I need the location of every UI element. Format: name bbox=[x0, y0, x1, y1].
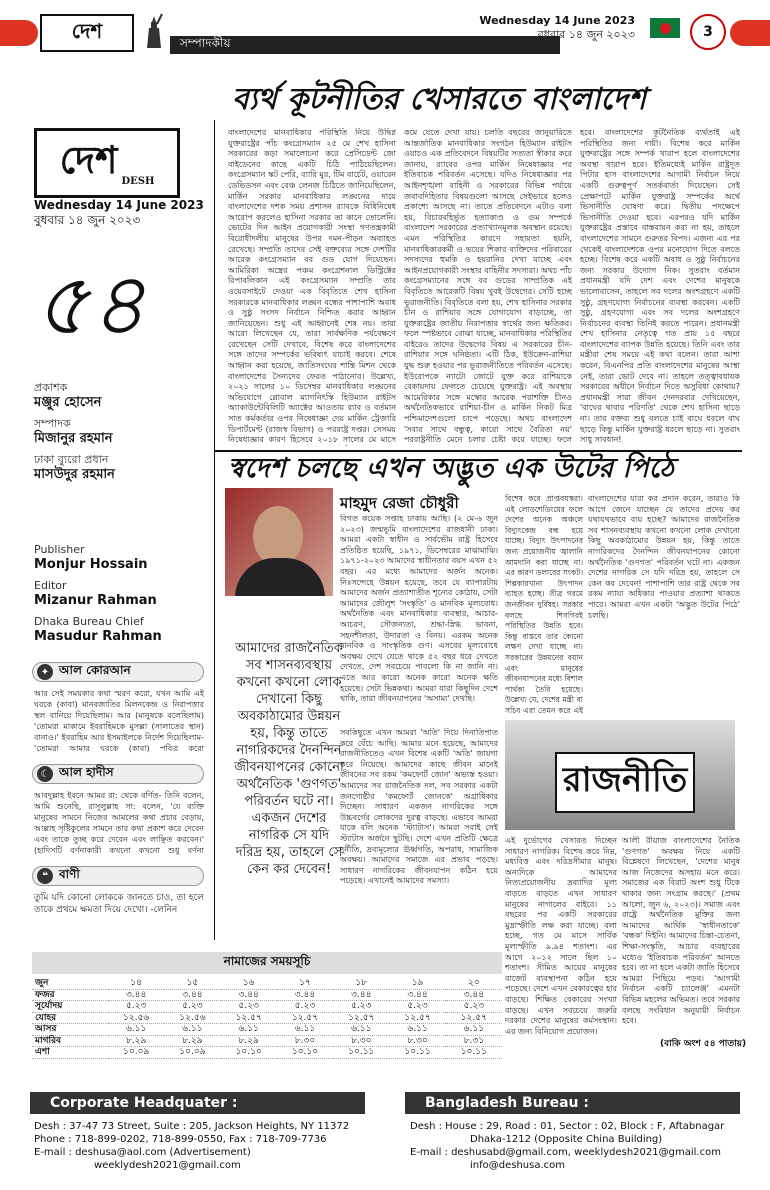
staff-role: Publisher bbox=[34, 543, 85, 556]
staff-editor-bn bbox=[34, 416, 204, 446]
bangladesh-flag-icon bbox=[650, 18, 680, 38]
article-column-5: এই দুর্ভোগের খেসারত দিচ্ছেন সাধারণ নাগরিক। বিশেষ করে নিম্ন, মধ্যবিত্ত এবং দরিদ্রসীমার মানুষ। অন্যদিকে আমাদের নিত্যপ্রয়োজনীয় দ্রব্যাদির মূল্য বাড়তে বাড়তে এখন সাধারণ মানুষের নাগালের বাইরে। ১১ বছরের পর একটি সরকারের মুদ্রাস্ফীতি লক্ষ করা যাচ্ছে। বলা হচ্ছে, গত মে মাসে সার্বিক মূল্যস্ফীতি ৯.৯৪ শতাংশ। এর আগে ২০১২ সালে ছিল ১০ শতাংশ। সীমিত আয়ের মানুষের বাজেট ব্যবস্থাপনা কঠিন হয়ে পড়েছে। দেশে এখন বেকারত্বের হার বাড়ছে। শিক্ষিত বেকারের সংখ্যা বাড়ছে। এখন সবচেয়ে জরুরি দরকার দেশের মানুষের কর্মসংস্থান। এর জন্য বিনিয়োগ প্রয়োজন। bbox=[505, 836, 617, 1036]
staff-name: মিজানুর রহমান bbox=[34, 431, 113, 446]
editorial-column-2: কমে যেতে দেখা যায়। চলতি বছরের জানুয়ারিতে আন্তর্জাতিক মানবাধিকার সংগঠন হিউম্যান রাইটস ওয়াচও এক প্রতিবেদনে বিষয়টির সত্যতা স্বীকার করে জানায়, র‍্যাবের ওপর মার্কিন নিষেধাজ্ঞার পর ইতিবাচক পরিবর্তন এসেছে। যদিও নিষেধাজ্ঞার পর আইনশৃঙ্খলা বাহিনী ও সরকারের বিভিন্ন পর্যায়ে জবাবদিহিতার বিষয়গুলো আসছে সেইভাবে হলেও প্রকাশ্যে আসছে না। তাতে প্রতিবেদনে এটাও বলা হয়, বিচারবহির্ভূত হত্যাকাণ্ড ও গুম সম্পর্কে বাংলাদেশ সরকারের প্রত্যাখ্যানমূলক অবস্থান রয়েছে। এমন পরিস্থিতির কারণে সহায়তা হয়নি, মানবাধিকারকর্মী ও ভয়ের শিকার ব্যক্তিদের পরিবারের সদস্যদের হুমকি ও হয়রানির দেখা যাচ্ছে এবং আইনপ্রয়োগকারী সংস্থার বাহিনীর সদস্যরা। অথচ পাঁচ কংগ্রেসম্যানের সঙ্গে বব গুডের সাম্প্রতিক এই বিবৃতিতে আরেকটি বিষয় খুবই উদ্বেগের। সেটি হচ্ছে ভূরাজনীতি। বিবৃতিতে বলা হয়, শেখ হাসিনার সরকার চীন ও রাশিয়ার সঙ্গে যোগাযোগ বাড়াচ্ছে, তা যুক্তরাষ্ট্রের জাতীয় নিরাপত্তার স্বার্থের জন্য ক্ষতিকর। ফলে স্পষ্টভাবে বোঝা যাচ্ছে, মানবাধিকার পরিস্থিতির বাইরেও তাদের উদ্বেগের বিষয় এ সরকারের চীন-রাশিয়ার সঙ্গে ঘনিষ্ঠতা। এটি ঠিক, ইউক্রেন-রাশিয়া যুদ্ধ শুরু হওয়ার পর ভূরাজনীতিতে পরিবর্তন এসেছে। ইউরোপকে ন্যাটো জোটে যুক্ত করে রাশিয়াকে বেকায়দায় ফেলতে চেয়েছে যুক্তরাষ্ট্র। এই অবস্থায় আমেরিকার সঙ্গে মস্কোর আরেক পরাশক্তি চীনও অর্থনৈতিকভাবে রাশিয়া-চীন ও মার্কিন নিকট মিত্র পশ্চিমাদেশগুলো চাপে পড়েছে। অথচ বাংলাদেশ 'সবার সাথে বন্ধুত্ব, কারো সাথে বৈরিতা নয়' পররাষ্ট্রনীতি মেনে চলার চেষ্টা করে যাচ্ছে। ফলে bbox=[404, 128, 572, 445]
editorial-headline: ব্যর্থ কূটনীতির খেসারতে বাংলাদেশ bbox=[232, 82, 646, 117]
statue-of-liberty-icon bbox=[140, 12, 168, 50]
column-divider bbox=[214, 120, 215, 940]
prayer-times-table bbox=[32, 978, 502, 1059]
prayer-times-title: নামাজের সময়সূচি bbox=[32, 952, 502, 974]
logo-small: দেশ bbox=[40, 14, 134, 52]
footer-left-line: Phone : 718-899-0202, 718-899-0550, Fax : 718-709-7736 bbox=[34, 1134, 327, 1145]
staff-role: ঢাকা ব্যুরো প্রধান bbox=[34, 453, 109, 466]
book-icon: ✦ bbox=[37, 664, 53, 680]
hadith-text: আবদুল্লাহ ইবনে আমর রা: থেকে বর্ণিত- তিনি বলেন, আমি শুনেছি, রাসূলুল্লাহ সা: বলেন, 'যে ব্যক্তি মানুষের সামনে নিজের আমলের কথা প্রচার বেড়ায়, আল্লাহ সৃষ্টিকুলের সামনে তার কথা প্রকাশ করে দেবেন এবং তাকে তুচ্ছ করে দেবেন এবং লাঞ্ছিত করবেন।' (হাদিসটি বর্ণনাকারী কখনো কখনো শুধু বর্ণনা bbox=[34, 791, 204, 855]
quran-text: আর সেই সময়কার কথা স্মরণ করো, যখন আমি এই ঘরকে (কাবা) মানবজাতির মিলনকেন্দ্র ও নিরাপত্তার স্থল বানিয়ে দিয়েছিলাম। আর (মানুষকে বলেছিলাম) 'তোমরা মাকামে ইবরাহিমকে মুসল্লা (সালাতের স্থান) বানাও।' ইবরাহিম আর ইসমাইলকে নির্দেশ দিয়েছিলাম- 'তোমরা আমার ঘরকে (কাবা) পবিত্র করো bbox=[34, 689, 204, 753]
footer-left-line: Desh : 37-47 73 Street, Suite : 205, Jackson Heights, NY 11372 bbox=[34, 1121, 350, 1132]
article-headline: স্বদেশ চলছে এখন অদ্ভুত এক উটের পিঠে bbox=[228, 453, 674, 484]
hadith-title: আল হাদীস bbox=[59, 765, 114, 779]
staff-bureau-bn bbox=[34, 452, 204, 482]
decor-right bbox=[730, 20, 770, 46]
author-name: মাহমুদ রেজা চৌধুরী bbox=[340, 494, 459, 512]
footer-left-line: E-mail : deshusa@aol.com (Advertisement) bbox=[34, 1147, 251, 1158]
politics-illustration bbox=[505, 720, 735, 830]
staff-role: সম্পাদক bbox=[34, 417, 71, 430]
bani-heading bbox=[32, 866, 204, 886]
footer-left-line: weeklydesh2021@gmail.com bbox=[94, 1160, 241, 1171]
quran-title: আল কোরআন bbox=[59, 663, 131, 677]
footer-left-title-text: Corporate Headquater : bbox=[50, 1095, 238, 1111]
masthead bbox=[0, 0, 770, 58]
editorial-column-3: হবে। বাংলাদেশের কূটনৈতিক ব্যর্থতাই এই পরিস্থিতির জন্য দায়ী। বিশেষ করে মার্কিন যুক্তরাষ্ট্রের সঙ্গে সম্পর্ক খারাপ হলে বাংলাদেশের অবস্থা খারাপ হবে। ইতিমধ্যেই মার্কিন রাষ্ট্রদূত পিটার হাস বাংলাদেশের আগামী নির্বাচন নিয়ে একটি গুরুত্বপূর্ণ সতর্কবার্তা দিয়েছেন। সেই প্রেক্ষাপটে মার্কিন যুক্তরাষ্ট্র সম্পর্কের অর্থে ভিসানীতি ঘোষণা করে। দ্বিতীয় পদক্ষেপে ভিসানীতি দেওয়া হবে। এরপরও যদি মার্কিন যুক্তরাষ্ট্রের প্রস্তাবে বাস্তবায়ন করা না হয়, তাহলে বাংলাদেশের সামনে গুরুতর বিপদ। এজন্য এর পর থেকেই বাংলাদেশকে ওপর মনোযোগ দিতে বলতে হচ্ছে। বিশেষ করে একটি অবাধ ও সুষ্ঠু নির্বাচনের জন্য সরকার উদ্যোগ নিক। সুতরাং বর্তমান প্রধানমন্ত্রী যদি দেশ এবং দেশের মানুষকে ভালোবাসেন, তাহলে সব দলের অংশগ্রহণে একটি সুষ্ঠু, গ্রহণযোগ্য নির্বাচনের ব্যবস্থা করবেন। একটি সুষ্ঠু, গ্রহণযোগ্য এবং সব দলের অংশগ্রহণে নির্বাচনের ব্যবস্থা তিনিই করতে পারেন। প্রধানমন্ত্রী শেখ হাসিনার নেতৃত্বে গত প্রায় ১৫ বছরে বাংলাদেশের ব্যাপক উন্নতি হয়েছে। তিনি এবং তার মন্ত্রীরা শেষ সময়ে এই কথা বলেন। তারা আশা করেন, বিএনপির প্রতি বাংলাদেশের মানুষের আস্থা নেই, তারা ভোট দেবে না। তাহলে তত্ত্বাবধায়ক সরকারের অধীনে নির্বাচন দিতে অসুবিধা কোথায়? প্রধানমন্ত্রী সারা জীবন দেনদরবার দেখিয়েছেন, 'বাঘের থাবার পরিণতি' থেকে শেখ হাসিনা ছাড়ে না। তার বক্তব্য শুধু বলতে চাই বাঘে ধরলে বাঘ ছাড়ে কিন্তু মার্কিন যুক্তরাষ্ট্র ধরলে ছাড়ে না। সুতরাং সাধু সাবধান! bbox=[580, 128, 740, 445]
footer-right-line: Desh : House : 29, Road : 01, Sector : 02, Block : F, Aftabnagar bbox=[410, 1121, 725, 1132]
author-photo bbox=[225, 488, 333, 596]
bani-text: তুমি যদি কোনো লোককে জানতে চাও, তা হলে তাকে প্রথমে ক্ষমতা দিয়ে দেখো। -লেনিন bbox=[34, 893, 204, 915]
staff-role: Editor bbox=[34, 579, 67, 592]
staff-publisher-en bbox=[34, 542, 204, 572]
logo-big bbox=[34, 128, 180, 198]
bani-title: বাণী bbox=[59, 867, 80, 881]
staff-name: মঞ্জুর হোসেন bbox=[34, 395, 102, 410]
staff-role: প্রকাশক bbox=[34, 381, 68, 394]
staff-name: Monjur Hossain bbox=[34, 557, 148, 572]
table-row: আসর ৬.১১ ৬.১১ ৬.১১ ৬.১১ ৬.১১ ৬.১১ ৬.১১ bbox=[32, 1024, 502, 1036]
table-row: ফজর ৩.৪৪ ৩.৪৪ ৩.৪৪ ৩.৪৪ ৩.৪৪ ৩.৪৪ ৩.৪৪ bbox=[32, 989, 502, 1001]
hadith-heading bbox=[32, 764, 204, 784]
table-row: মাগরিব ৮.২৯ ৮.২৯ ৮.২৯ ৮.৩০ ৮.৩০ ৮.৩০ ৮.৩১ bbox=[32, 1035, 502, 1047]
left-date-en: Wednesday 14 June 2023 bbox=[34, 198, 204, 212]
article-column-6: আলী রীয়াজ বাংলাদেশের নৈতিক 'গুণগত' অবক্ষয় নিয়ে একটি বিশ্লেষণে লিখেছেন, 'দেশের মানুষ আজ নিজেদের অসহায় মনে করে। সমাজের এক বিরাট অংশ শুধু টিকে থাকার জন্য সংগ্রাম করছে।' (প্রথম আলো, জুন ৬, ২০২৩)। সমাজ এবং রাষ্ট্রে অর্থনৈতিক মুক্তির জন্য আমাদের আর্থিক 'স্বাধীনতাকে' 'বন্ধক' দিইনি। আমাদের চিন্তা-চেতনা, শিক্ষা-সংস্কৃতি, আচার ব্যবহারের মধ্যেও 'ইতিবাচক পরিবর্তন' আনতে হবে। তা না হলে একটা জাতি হিসেবে আমরা পিছিয়ে পড়ব। 'আগামী নির্বাচন একটি চ্যালেঞ্জ' এমনটা বিভিন্ন মহলের অভিমত। তবে সরকার বলছে সংবিধান অনুযায়ী নির্বাচন হবে। bbox=[622, 836, 740, 1026]
table-row: যোহর ১২.৫৬ ১২.৫৬ ১২.৫৭ ১২.৫৭ ১২.৫৭ ১২.৫৭ ১২.৫৭ bbox=[32, 1012, 502, 1024]
staff-editor-en bbox=[34, 578, 204, 608]
quran-heading bbox=[32, 662, 204, 682]
article-column-2: সবকিছুতে এখন আমরা 'অতি' দিয়ে দিনাতিপাত করে বেঁচে আছি। আমার মনে হয়েছে, আমাদের রাজনীতিতেও এখন বিশেষ একটি 'অতি' জায়গা করে নিয়েছে। আমাদের কাছে জীবন মানেই জীবনের সব রকম 'কমফোর্ট জোন' অভ্যস্ত হওয়া। আমাদের সব রাজনৈতিক দল, সব সরকার একটা জনগোষ্ঠীর 'কমফোর্ট জোনকে' অগ্রাধিকার দিচ্ছেন। সাধারণ একজন নাগরিকের সঙ্গে উচ্চবর্গের লোকদের দুরত্ব বাড়ছে। এভাবে আমরা যাকে বলি অনেক 'স্ট্যাটাস'। আমরা সবাই সেই স্ট্যাটাস অর্জনে ছুটছি। দেশে এখন প্রতিটি ক্ষেত্রে দুর্নীতি, দ্রব্যমূল্যের ঊর্ধ্বগতি, অপরাধ, সামাজিক অবক্ষয়। আমাদের সমাজে এর প্রভাব পড়ছে। সাধারণ নাগরিকের জীবনযাপন কঠিন হয়ে পড়েছে। এখানেই আমাদের সমস্যা। bbox=[340, 728, 498, 886]
header-date-en: Wednesday 14 June 2023 bbox=[479, 14, 635, 27]
footer-right-title-text: Bangladesh Bureau : bbox=[425, 1095, 589, 1111]
article-column-1: বিগত কয়েক সপ্তাহ ঢাকায় আছি। (২ মে-৬ জুন ২০২৩) জন্মভূমি বাংলাদেশের রাজধানী ঢাকা। আমরা একটা স্বাধীন ও সার্বভৌম রাষ্ট্র হিসেবে প্রতিষ্ঠিত হয়েছি, ১৯৭১, ডিসেম্বরের মাঝামাঝি। ১৯৭১-২০২৩ আমাদের স্বাধীনতার বয়স এখন ৫২ বছর। এর মধ্যে আমাদের অর্জন অনেক। নিঃসন্দেহে উন্নয়ন হয়েছে, তবে যে ব্যাপারটায় আমাদের অর্জন প্রত্যাশাতীত শূন্যের কোঠায়, সেটা আমাদের জৌলুশ 'সংস্কৃতি' ও মানবিক মূল্যবোধ। অর্থনৈতিক এবং মানবাধিকার ব্যবস্থার, আচার-আচরণ, সৌজন্যতা, শ্রদ্ধা-স্নিগ্ধ ভাবনা, সহনশীলতা, উদারতা ও বিনয়। এরকম অনেক মানবিক ও সাংস্কৃতিক গুণ। এসবের মূল্যবোধে অবক্ষয় দেখে যেতে থাকে ৫২ বছর ধরে দেখতে দেখতে, দেশ সবচেয়ে পাবলো কি না জানি না। এতে আর কারো অনেক কারো অনেক ক্ষতি হয়েছে। সেটা ভিন্নকথা। আমরা যারা কিছুদিন দেশে থাকি, তারা জীবনযাপনের 'অসাম্য' দেখছি। bbox=[340, 514, 498, 704]
staff-name: Masudur Rahman bbox=[34, 629, 162, 644]
staff-name: মাসউদুর রহমান bbox=[34, 467, 115, 482]
table-row: সূর্যোদয় ৫.২৩ ৫.২৩ ৫.২৩ ৫.২৩ ৫.২৩ ৫.২৩ ৫.২৩ bbox=[32, 1001, 502, 1013]
left-date-bn: বুধবার ১৪ জুন ২০২৩ bbox=[34, 213, 141, 227]
left-date bbox=[34, 198, 204, 228]
continued-note: (বাকি অংশ ৫৪ পাতায়) bbox=[660, 1039, 747, 1049]
footer-right-line: Dhaka-1212 (Opposite China Building) bbox=[470, 1134, 663, 1145]
pull-quote: আমাদের রাজনৈতিক সব শাসনব্যবস্থায় কখনো কখনো লোক দেখানো কিছু অবকাঠামোর উন্নয়ন হয়, কিন্তু তাতে নাগরিকদের দৈনন্দিন জীবনযাপনের কোনো অর্থনৈতিক 'গুণগত' পরিবর্তন ঘটে না। একজন দেশের নাগরিক সে যদি দরিদ্র হয়, তাহলে সে কেন কর দেবেন! bbox=[234, 641, 344, 877]
header-date-bn: বুধবার ১৪ জুন ২০২৩ bbox=[537, 28, 635, 41]
footer-right-line: info@deshusa.com bbox=[470, 1160, 566, 1171]
logo-big-sub: DESH bbox=[121, 176, 155, 187]
crescent-icon: ☾ bbox=[37, 766, 53, 782]
table-row: জুন ১৪ ১৫ ১৬ ১৭ ১৮ ১৯ ২০ bbox=[32, 978, 502, 989]
decor-left bbox=[0, 20, 38, 46]
footer-left-address bbox=[34, 1120, 394, 1172]
politics-image-word: রাজনীতি bbox=[555, 752, 695, 813]
staff-role: Dhaka Bureau Chief bbox=[34, 615, 144, 628]
table-row: এশা ১০.০৯ ১০.০৯ ১০.১০ ১০.১০ ১০.১১ ১০.১১ ১০.১১ bbox=[32, 1047, 502, 1059]
page-number: 3 bbox=[690, 14, 726, 50]
quote-icon: ❝ bbox=[37, 868, 53, 884]
article-column-4: বাংলাদেশের যারা কর প্রদান করেন, তারাও কি আগে জেনে যাচ্ছেন যে তাদের প্রদেয় কর যথাযথভাবে ব্যয় হচ্ছে? আমাদের রাজনৈতিক সব শাসনব্যবস্থায় কখনো কখনো লোক দেখানো কিছু অবকাঠামোর উন্নয়ন হয়, কিন্তু তাতে নাগরিকদের দৈনন্দিন জীবনযাপনের কোনো অর্থনৈতিক 'গুণগত' পরিবর্তন ঘটে না। একজন দেশের নাগরিক সে যদি দরিদ্র হয়, তাহলে সে কেন কর দেবেন! পাশাপাশি তার রাষ্ট্র থেকে সব রকম ন্যায্য অধিকার পাওয়ার প্রত্যাশা থাকতে পারে। আমরা এখন একটা 'অদ্ভুত উটের পিঠে' চলছি। bbox=[588, 494, 740, 620]
footer-right-title bbox=[405, 1092, 740, 1114]
section-bar: সম্পাদকীয় bbox=[170, 36, 560, 54]
staff-bureau-en bbox=[34, 614, 204, 644]
staff-name: Mizanur Rahman bbox=[34, 593, 157, 608]
logo-big-text: দেশ bbox=[59, 137, 118, 182]
issue-number: ৫৪ bbox=[34, 255, 146, 355]
footer-left-title bbox=[30, 1092, 365, 1114]
header-date bbox=[470, 14, 635, 42]
article-column-3: বিশেষ করে প্রাপ্তবয়স্করা। এই লোডশেডিংয়ের ফলে দেশের অনেক অঞ্চলে বিদ্যুৎকেন্দ্র বন্ধ হয়ে যাচ্ছে। বিদ্যুৎ উৎপাদনের জন্য প্রয়োজনীয় জ্বালানি আমদানি করা যাচ্ছে না। এর কারণ ডলারের সংকট। শিল্পকারখানা উৎপাদন ব্যাহত হচ্ছে। তীব্র গরমে জনজীবন দুর্বিষহ। সরকার বলছে শিগগিরই পরিস্থিতির উন্নতি হবে। কিন্তু বাস্তবে তার কোনো লক্ষণ দেখা যাচ্ছে না। সরকারের উন্নয়নের বয়ান এবং মানুষের জীবনযাপনের মধ্যে বিশাল পার্থক্য তৈরি হয়েছে। উল্লেখ্য যে, দেশের মন্ত্রী বা সচিব এরা তেমন করে এই bbox=[505, 494, 583, 714]
editorial-column-1: বাংলাদেশের মানবাধিকার পরিস্থিতি নিয়ে উদ্বিগ্ন যুক্তরাষ্ট্রের পাঁচ কংগ্রেসম্যান ২৫ মে শেখ হাসিনা সরকারের কড়া সমালোচনা করে প্রেসিডেন্ট জো বাইডেনের কাছে একটি চিঠি পাঠিয়েছিলেন। কংগ্রেসম্যান স্কট পেরি, ব্যারি মুর, টিম বার্চেট, ওয়ারেন ডেভিডসন এবং বেঞ্চ লেনজ চিঠিতে জানিয়েছিলেন, মার্কিন সরকার মানবাধিকার লঙ্ঘনের দায়ে বাংলাদেশের দশক সময় প্রশাসন র‍্যাবকে বিধিনিষেধ আরোপ করলেও হাসিনা সরকার তা কানে তোলেনি। ভোটের দিন আইন প্রয়োগকারী সংস্থা গণতন্ত্রকামী বিরোধীদলীয় মানুষের উপর দমন-পীড়ন অব্যাহত রেখেছে। সম্প্রতি তাদের সেই বক্তব্যের সঙ্গে দেশটির আরেক কংগ্রেসম্যান বব গুড যোগ দিয়েছেন। আমিরিকা অস্ত্রের পঞ্চম কংগ্রেশনাল ডিস্ট্রিক্টের রিপাবলিকান এই কংগ্রেসম্যান সম্প্রতি তার ওয়েবসাইটে দেওয়া এক বিবৃতিতে শেখ হাসিনা সরকারকে মানবাধিকার লঙ্ঘন বন্ধের পাশাপাশি অবাধ ও সুষ্ঠু সংসদ নির্বাচন নিশ্চিত করার আহ্বান জানিয়েছেন। শুধু এই আহ্বানেই শেষ নয়। তারা আরো লিখেছেন যে, তারা সার্বক্ষণিক পর্যবেক্ষণে রেখেছেন সেটি দেখাবে, বিশেষ করে বাংলাদেশের সঙ্গে তাদের সম্পর্কের ভবিষ্যৎ যাচাই করবে। শেষে আহ্বান করা হয়েছে, জাতিসংঘের শান্তি মিশন থেকে বাংলাদেশের সৈন্যদের ফেরত পাঠানোর। উল্লেখ্য, ২০২১ সালের ১০ ডিসেম্বর মানবাধিকার লঙ্ঘনের অভিযোগে গ্লোবাল ম্যাগনিৎস্কি হিউম্যান রাইটস অ্যাকাউন্টেবিলিটি অ্যাক্টের আওতায় র‍্যাব ও বর্তমান সাত কর্মকর্তার ওপর নিষেধাজ্ঞা দেয় মার্কিন ট্রেজারি ডিপার্টমেন্ট (রাজস্ব বিভাগ) ও পররাষ্ট্র দপ্তর। সেসময় নিষেধাজ্ঞার কারণ হিসেবে ২০১৮ সালের মে মাসে bbox=[228, 128, 396, 445]
staff-publisher-bn bbox=[34, 380, 204, 410]
footer-right-address bbox=[410, 1120, 750, 1172]
footer-right-line: E-mail : deshusabd@gmail.com, weeklydesh2021@gmail.com bbox=[410, 1147, 721, 1158]
